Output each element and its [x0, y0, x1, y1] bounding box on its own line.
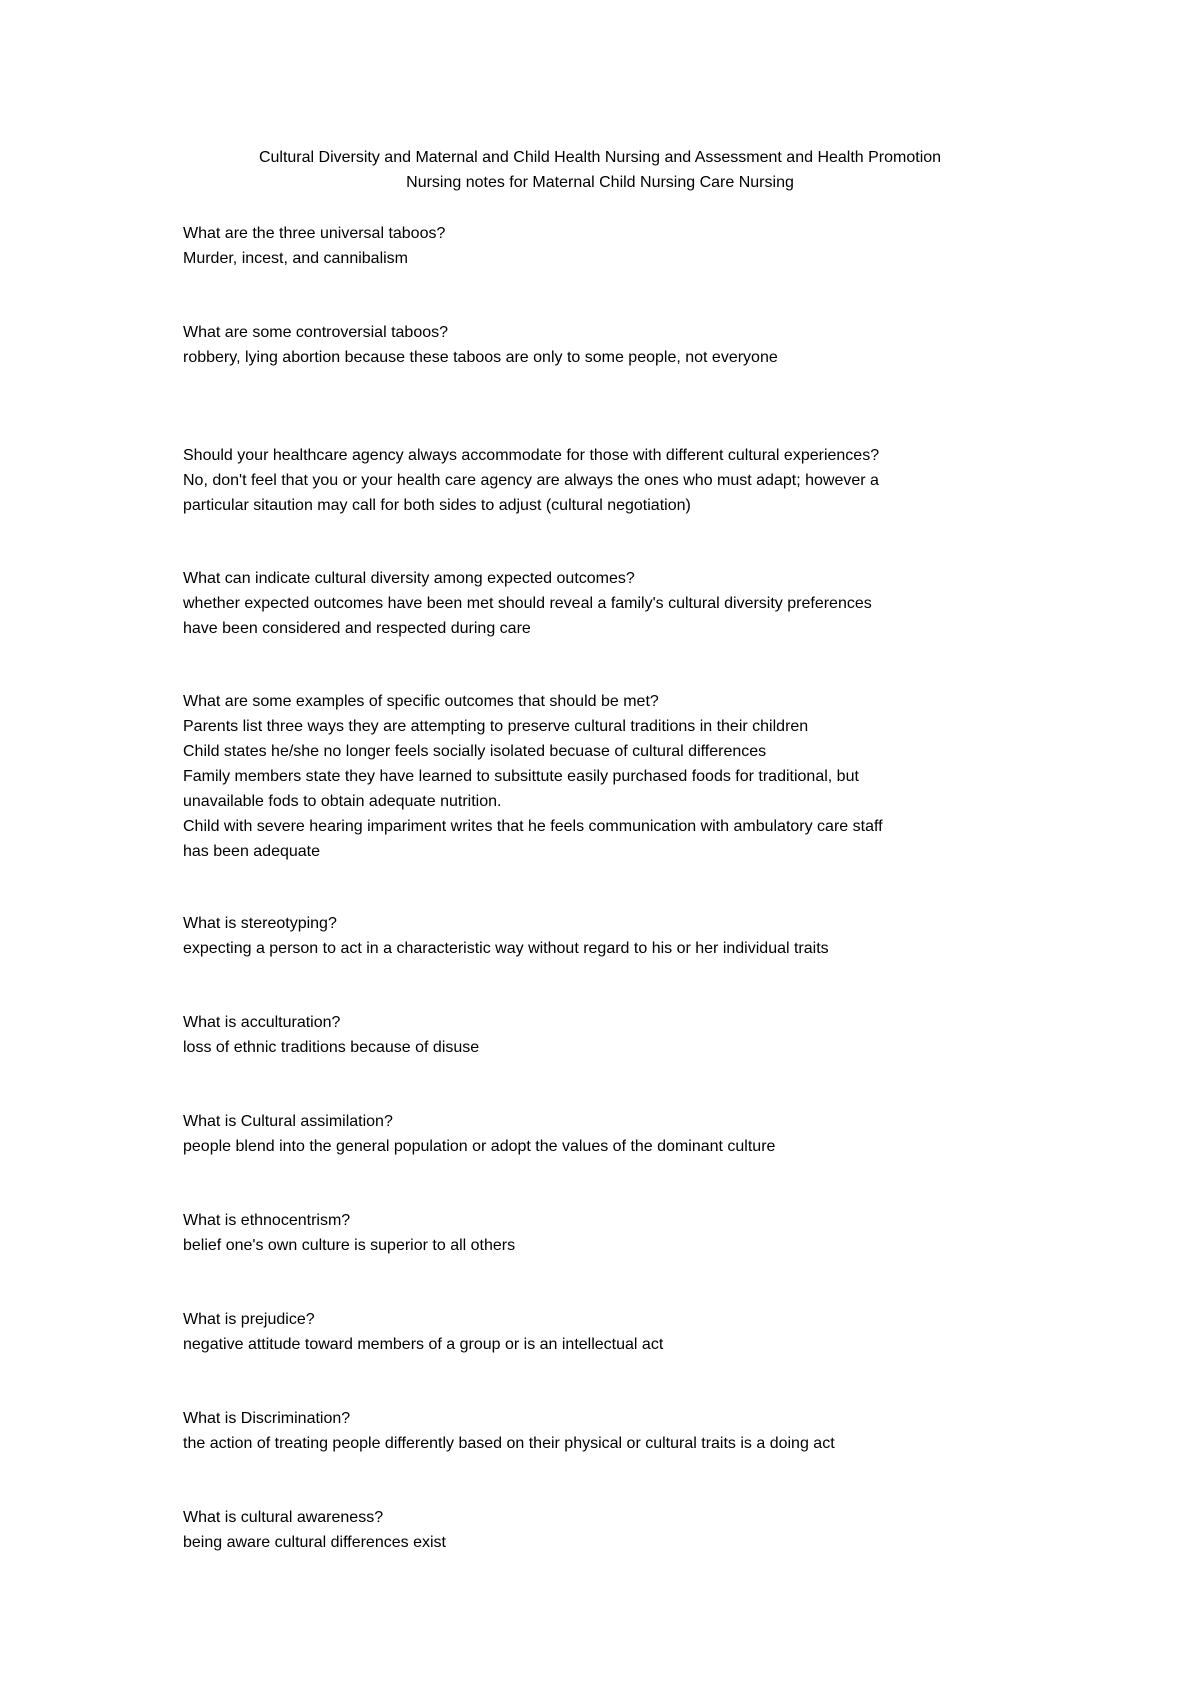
- answer-line: expecting a person to act in a characteristic way without regard to his or her individual traits: [183, 940, 829, 957]
- question: What is cultural awareness?: [183, 1509, 384, 1526]
- answer-line: Parents list three ways they are attempting to preserve cultural traditions in their children: [183, 718, 809, 735]
- answer-line: have been considered and respected during care: [183, 620, 531, 637]
- answer-line: belief one's own culture is superior to all others: [183, 1237, 516, 1254]
- question: What is ethnocentrism?: [183, 1212, 351, 1229]
- question: What is prejudice?: [183, 1311, 315, 1328]
- qa-block: [183, 1010, 1083, 1060]
- answer-line: robbery, lying abortion because these taboos are only to some people, not everyone: [183, 349, 778, 366]
- question: What is Discrimination?: [183, 1410, 351, 1427]
- document-title-line-2: Nursing notes for Maternal Child Nursing Care Nursing: [406, 174, 794, 191]
- question: Should your healthcare agency always accommodate for those with different cultural experiences?: [183, 447, 880, 464]
- question: What is Cultural assimilation?: [183, 1113, 393, 1130]
- qa-block: [183, 1307, 1083, 1357]
- qa-block: [183, 566, 1083, 641]
- question: What is stereotyping?: [183, 915, 337, 932]
- qa-block: [183, 1406, 1083, 1456]
- qa-block: [183, 1208, 1083, 1258]
- qa-block: [183, 911, 1083, 961]
- answer-line: No, don't feel that you or your health care agency are always the ones who must adapt; however a: [183, 472, 879, 489]
- answer-line: Child states he/she no longer feels socially isolated becuase of cultural differences: [183, 743, 767, 760]
- qa-block: [183, 443, 1083, 518]
- qa-block: [183, 221, 1083, 271]
- question: What are the three universal taboos?: [183, 225, 446, 242]
- answer-line: being aware cultural differences exist: [183, 1534, 446, 1551]
- answer-line: unavailable fods to obtain adequate nutrition.: [183, 793, 502, 810]
- answer-line: negative attitude toward members of a group or is an intellectual act: [183, 1336, 664, 1353]
- answer-line: loss of ethnic traditions because of disuse: [183, 1039, 480, 1056]
- answer-line: Child with severe hearing impariment writes that he feels communication with ambulatory care staff: [183, 818, 883, 835]
- question: What can indicate cultural diversity among expected outcomes?: [183, 570, 635, 587]
- answer-line: whether expected outcomes have been met should reveal a family's cultural diversity preferences: [183, 595, 872, 612]
- answer-line: the action of treating people differently based on their physical or cultural traits is a doing act: [183, 1435, 835, 1452]
- question: What are some examples of specific outcomes that should be met?: [183, 693, 659, 710]
- qa-block: [183, 1109, 1083, 1159]
- document-title-line-1: Cultural Diversity and Maternal and Child Health Nursing and Assessment and Health Promotion: [258, 149, 942, 166]
- question: What are some controversial taboos?: [183, 324, 449, 341]
- qa-block: [183, 689, 1083, 864]
- answer-line: Family members state they have learned to subsittute easily purchased foods for traditional, but: [183, 768, 859, 785]
- answer-line: particular sitaution may call for both sides to adjust (cultural negotiation): [183, 497, 691, 514]
- answer-line: has been adequate: [183, 843, 321, 860]
- answer-line: Murder, incest, and cannibalism: [183, 250, 408, 267]
- question: What is acculturation?: [183, 1014, 341, 1031]
- qa-block: [183, 320, 1083, 370]
- qa-block: [183, 1505, 1083, 1555]
- answer-line: people blend into the general population or adopt the values of the dominant culture: [183, 1138, 776, 1155]
